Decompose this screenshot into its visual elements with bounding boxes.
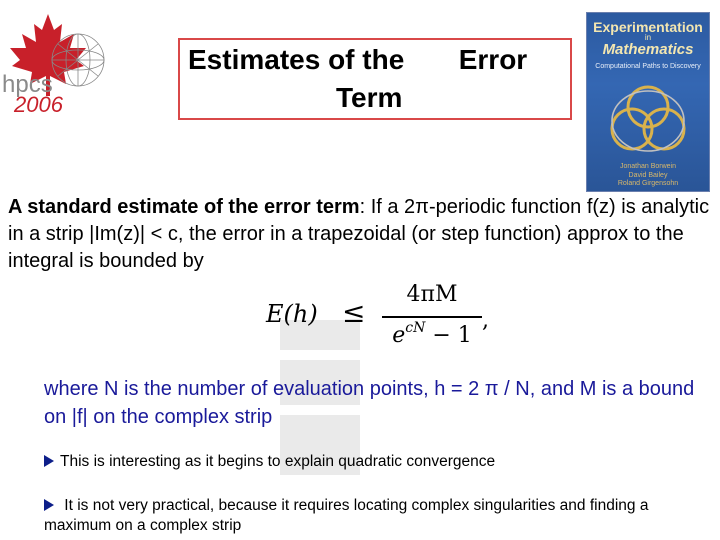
formula-numerator: 4πM — [406, 282, 458, 307]
book-title-part1: Experimentation — [593, 19, 703, 35]
formula-lhs: E(h) — [266, 300, 318, 328]
bullet-item — [44, 453, 704, 471]
formula-relation: ≤ — [342, 296, 366, 329]
slide-title-line2: Term — [336, 82, 403, 113]
knot-icon — [598, 77, 698, 163]
intro-paragraph — [8, 194, 714, 275]
intro-rest: : If a 2π-periodic function f(z) is analytic in a strip |Im(z)| < c, the error in a trapezoidal (or step function) approx to the integral is bounded by — [8, 196, 710, 272]
intro-lead: A standard estimate of the error term — [8, 196, 360, 218]
formula-comma: , — [482, 308, 489, 333]
book-author: Jonathan Borwein — [619, 163, 677, 170]
denominator-base: e — [392, 323, 406, 348]
slide-title-line1: Estimates of the Error — [188, 44, 528, 75]
bullet-text: This is interesting as it begins to explain quadratic convergence — [60, 453, 496, 470]
bullet-triangle-icon — [44, 455, 54, 467]
hpcs-2006-logo — [0, 8, 110, 118]
book-subtitle: Computational Paths to Discovery — [595, 63, 701, 70]
book-author: Roland Girgensohn — [617, 180, 679, 187]
definitions-paragraph: where N is the number of evaluation points, h = 2 π / N, and M is a bound on |f| on the complex strip — [44, 378, 695, 428]
book-authors — [591, 163, 705, 189]
fraction-bar — [382, 316, 482, 318]
globe-icon — [52, 34, 104, 86]
error-bound-formula — [266, 282, 489, 352]
formula-denominator — [384, 320, 480, 348]
book-cover-image — [586, 12, 710, 192]
logo-text: hpcs — [2, 71, 53, 98]
denominator-exponent: cN — [405, 320, 426, 336]
bullet-text: It is not very practical, because it requires locating complex singularities and finding a maximum on a complex strip — [44, 497, 649, 534]
denominator-tail: − 1 — [425, 323, 472, 348]
book-title-in: in — [644, 33, 652, 42]
bullet-item — [44, 496, 704, 536]
logo-year: 2006 — [14, 92, 63, 117]
book-author: David Bailey — [628, 171, 668, 179]
book-title-part2: Mathematics — [602, 41, 694, 58]
bullet-triangle-icon — [44, 499, 54, 511]
